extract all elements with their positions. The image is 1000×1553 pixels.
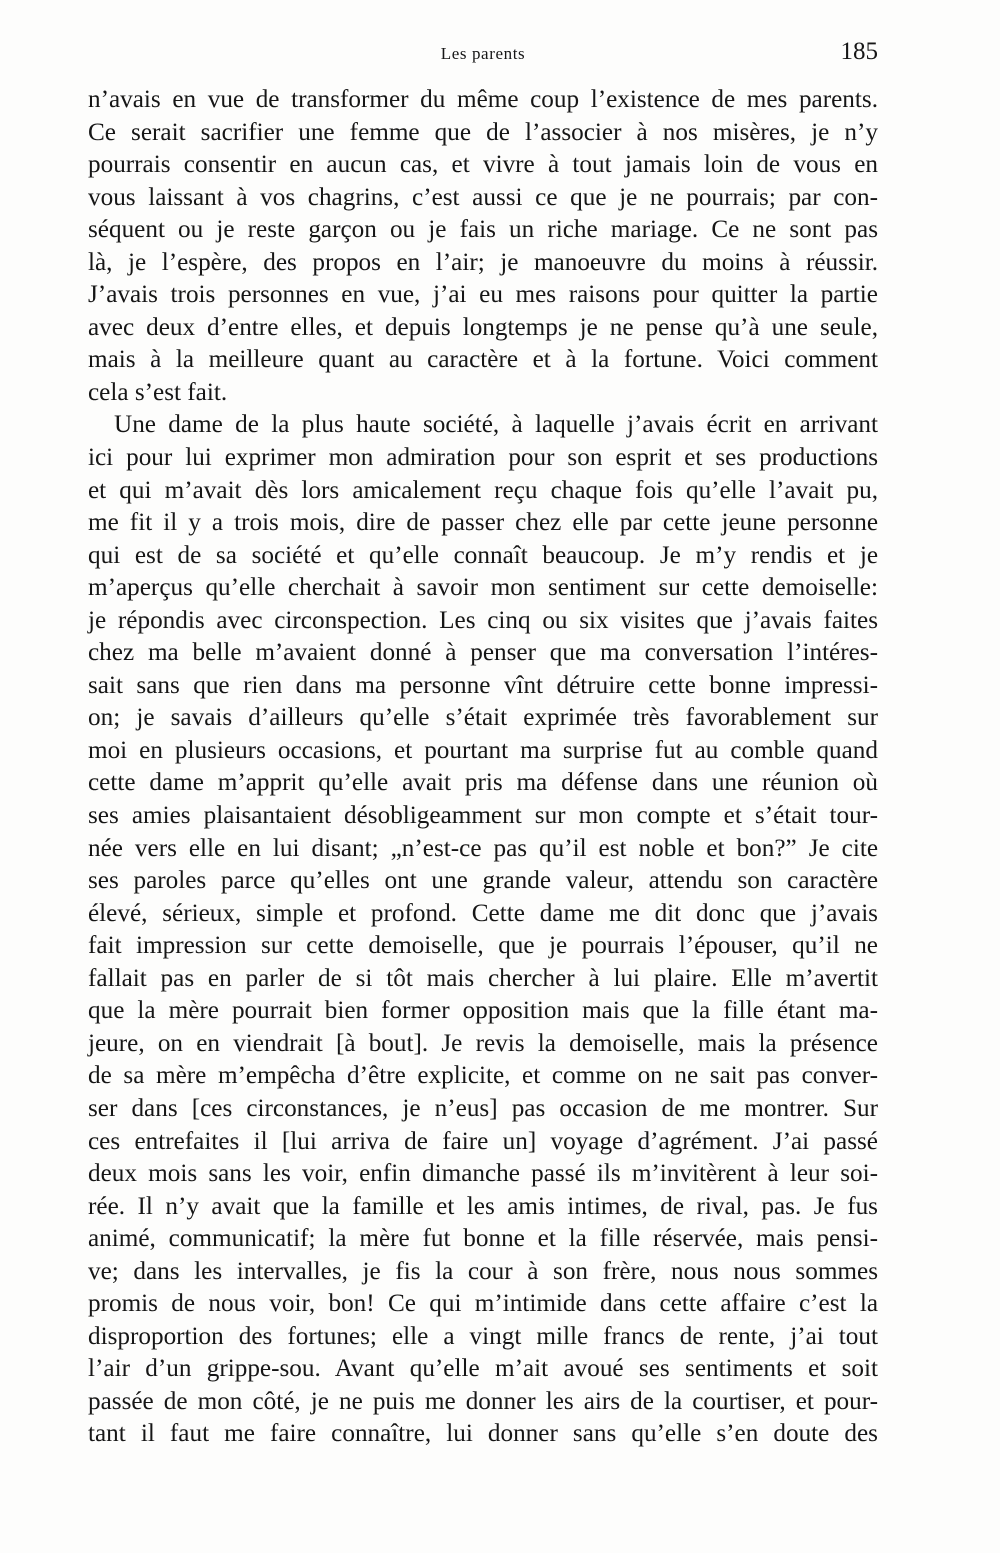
text-line: sait sans que rien dans ma personne vînt détruire cette bonne impressi- xyxy=(88,671,878,699)
text-line: mais à la meilleure quant au caractère et à la fortune. Voici comment xyxy=(88,346,878,374)
text-line: cela s’est fait. xyxy=(88,378,228,406)
text-line: née vers elle en lui disant; „n’est-ce pas qu’il est noble et bon?” Je cite xyxy=(88,834,878,862)
body-text xyxy=(88,84,878,1451)
text-line: élevé, sérieux, simple et profond. Cette dame me dit donc que j’avais xyxy=(88,899,878,927)
paragraph xyxy=(88,409,878,1451)
text-line: tant il faut me faire connaître, lui donner sans qu’elle s’en doute des xyxy=(88,1420,878,1448)
text-line: et qui m’avait dès lors amicalement reçu chaque fois qu’elle l’avait pu, xyxy=(88,476,878,504)
text-line: disproportion des fortunes; elle a vingt mille francs de rente, j’ai tout xyxy=(88,1322,878,1350)
text-line: vous laissant à vos chagrins, c’est aussi ce que je ne pourrais; par con- xyxy=(88,183,878,211)
text-line: l’air d’un grippe-sou. Avant qu’elle m’ait avoué ses sentiments et soit xyxy=(88,1355,878,1383)
text-line: n’avais en vue de transformer du même coup l’existence de mes parents. xyxy=(88,86,878,113)
text-line: Une dame de la plus haute société, à laquelle j’avais écrit en arrivant xyxy=(114,411,878,439)
text-line: fait impression sur cette demoiselle, que je pourrais l’épouser, qu’il ne xyxy=(88,932,878,960)
text-line: cette dame m’apprit qu’elle avait pris ma défense dans une réunion où xyxy=(88,769,878,797)
text-line: jeure, on en viendrait [à bout]. Je revis la demoiselle, mais la présence xyxy=(88,1029,878,1057)
text-line: Ce serait sacrifier une femme que de l’associer à nos misères, je n’y xyxy=(88,118,878,146)
text-line: ser dans [ces circonstances, je n’eus] pas occasion de me montrer. Sur xyxy=(88,1094,878,1122)
text-line: chez ma belle m’avaient donné à penser que ma conversation l’intéres- xyxy=(88,639,878,667)
text-line: de sa mère m’empêcha d’être explicite, et comme on ne sait pas conver- xyxy=(88,1062,878,1090)
text-line: pourrais consentir en aucun cas, et vivre à tout jamais loin de vous en xyxy=(88,151,878,179)
text-line: là, je l’espère, des propos en l’air; je manoeuvre du moins à réussir. xyxy=(88,248,878,276)
text-line: que la mère pourrait bien former opposition mais que la fille étant ma- xyxy=(88,997,878,1025)
page-number: 185 xyxy=(840,38,878,65)
text-line: qui est de sa société et qu’elle connaît beaucoup. Je m’y rendis et je xyxy=(88,541,878,569)
text-line: J’avais trois personnes en vue, j’ai eu mes raisons pour quitter la partie xyxy=(88,281,878,309)
text-line: rée. Il n’y avait que la famille et les amis intimes, de rival, pas. Je fus xyxy=(88,1192,878,1220)
text-line: ici pour lui exprimer mon admiration pour son esprit et ses productions xyxy=(88,444,878,472)
text-line: ve; dans les intervalles, je fis la cour à son frère, nous nous sommes xyxy=(88,1257,878,1285)
text-line: ses amies plaisantaient désobligeamment sur mon compte et s’était tour- xyxy=(88,802,878,830)
text-line: moi en plusieurs occasions, et pourtant ma surprise fut au comble quand xyxy=(88,736,878,764)
text-line: je répondis avec circonspection. Les cinq ou six visites que j’avais faites xyxy=(88,606,878,634)
page-header xyxy=(88,38,878,74)
text-line: séquent ou je reste garçon ou je fais un riche mariage. Ce ne sont pas xyxy=(88,216,878,244)
text-line: fallait pas en parler de si tôt mais chercher à lui plaire. Elle m’avertit xyxy=(88,964,878,992)
text-line: ses paroles parce qu’elles ont une grande valeur, attendu son caractère xyxy=(88,867,878,895)
text-line: promis de nous voir, bon! Ce qui m’intimide dans cette affaire c’est la xyxy=(88,1290,878,1318)
text-line: avec deux d’entre elles, et depuis longtemps je ne pense qu’à une seule, xyxy=(88,313,878,341)
text-line: on; je savais d’ailleurs qu’elle s’était exprimée très favorablement sur xyxy=(88,704,878,732)
paragraph xyxy=(88,84,878,409)
text-line: ces entrefaites il [lui arriva de faire un] voyage d’agrément. J’ai passé xyxy=(88,1127,878,1155)
text-line: passée de mon côté, je ne puis me donner les airs de la courtiser, et pour- xyxy=(88,1387,878,1415)
text-line: animé, communicatif; la mère fut bonne et la fille réservée, mais pensi- xyxy=(88,1225,878,1253)
text-line: me fit il y a trois mois, dire de passer chez elle par cette jeune personne xyxy=(88,509,878,537)
running-head: Les parents xyxy=(440,44,526,63)
text-line: deux mois sans les voir, enfin dimanche passé ils m’invitèrent à leur soi- xyxy=(88,1160,878,1188)
text-line: m’aperçus qu’elle cherchait à savoir mon sentiment sur cette demoiselle: xyxy=(88,574,878,602)
